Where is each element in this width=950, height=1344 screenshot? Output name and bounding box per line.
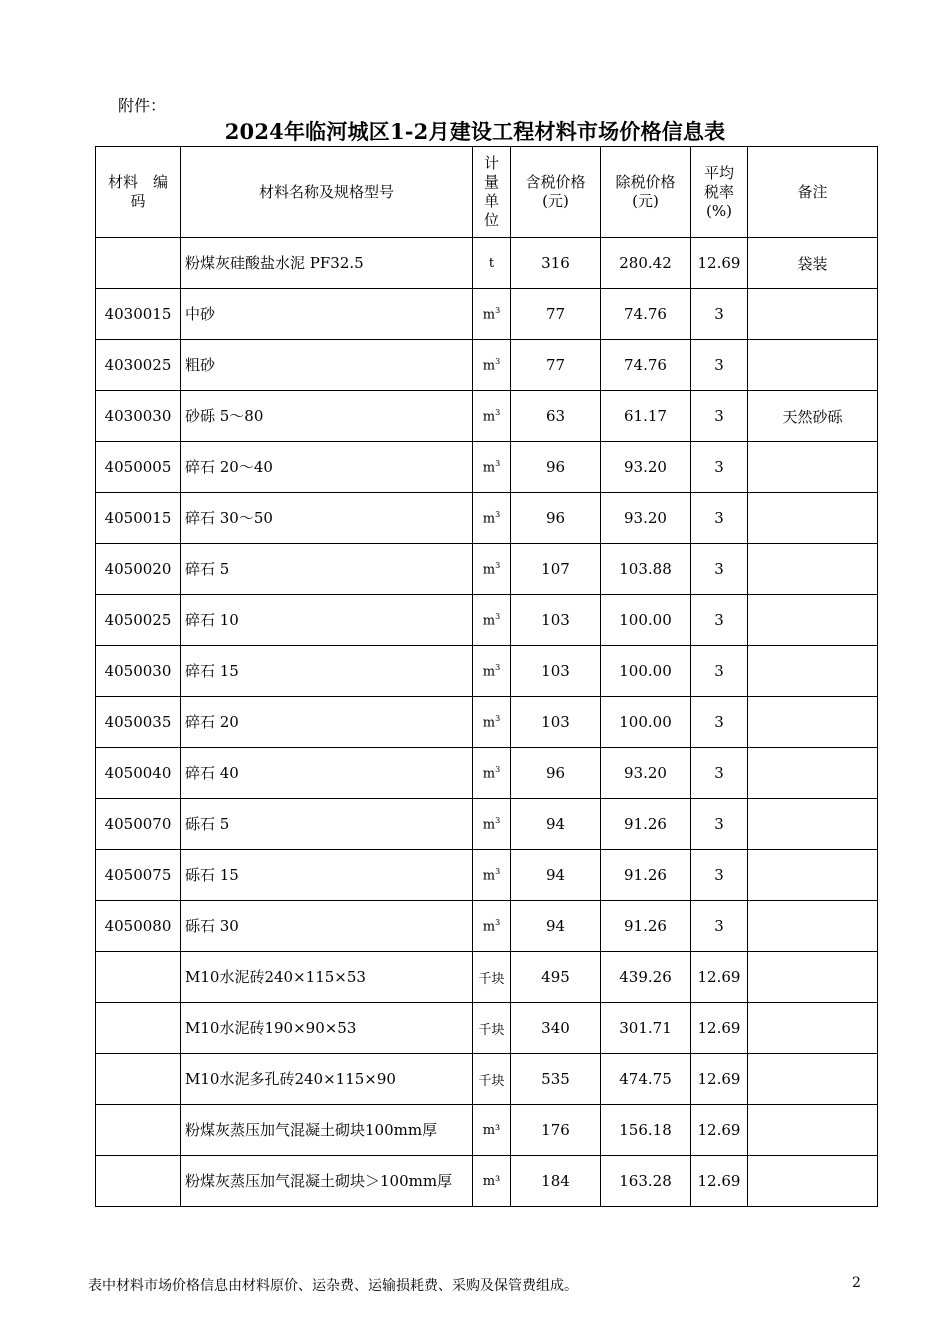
cell-name: 粗砂: [181, 340, 473, 391]
cell-unit: [473, 1054, 511, 1105]
cell-rate: 12.69: [691, 952, 748, 1003]
table-row: [96, 901, 878, 952]
cell-name: 砂砾 5～80: [181, 391, 473, 442]
cell-code: [96, 952, 181, 1003]
unit-text: 千块: [478, 971, 505, 987]
cell-remark: [748, 1156, 878, 1207]
cell-remark: [748, 799, 878, 850]
cell-unit: [473, 697, 511, 748]
cell-unit: [473, 1003, 511, 1054]
cell-price-notax: 156.18: [601, 1105, 691, 1156]
table-row: [96, 442, 878, 493]
cell-remark: [748, 442, 878, 493]
cell-price-notax: 93.20: [601, 442, 691, 493]
cell-price-notax: 100.00: [601, 697, 691, 748]
cell-name: M10水泥砖240×115×53: [181, 952, 473, 1003]
cell-unit: [473, 646, 511, 697]
table-row: [96, 340, 878, 391]
cell-rate: 3: [691, 646, 748, 697]
cell-code: 4050020: [96, 544, 181, 595]
cell-price-tax: 103: [511, 595, 601, 646]
cell-remark: 天然砂砾: [748, 391, 878, 442]
header-price-notax: 除税价格(元): [601, 147, 691, 238]
cell-code: 4050015: [96, 493, 181, 544]
cell-price-notax: 61.17: [601, 391, 691, 442]
unit-text: 千块: [478, 1073, 505, 1089]
cell-unit: [473, 493, 511, 544]
unit-text: t: [488, 255, 495, 271]
unit-text: m: [482, 562, 496, 578]
cell-price-tax: 535: [511, 1054, 601, 1105]
cell-name: M10水泥砖190×90×53: [181, 1003, 473, 1054]
header-code: 材料 编码: [96, 147, 181, 238]
cell-code: [96, 1105, 181, 1156]
cell-name: 砾石 5: [181, 799, 473, 850]
cell-code: [96, 238, 181, 289]
cell-price-tax: 96: [511, 442, 601, 493]
cell-rate: 12.69: [691, 1003, 748, 1054]
cell-remark: [748, 646, 878, 697]
cell-unit: [473, 748, 511, 799]
unit-text: m: [482, 358, 496, 374]
cell-price-tax: 96: [511, 493, 601, 544]
table-row: [96, 1054, 878, 1105]
table-row: [96, 1003, 878, 1054]
unit-text: m: [482, 460, 496, 476]
cell-code: 4050030: [96, 646, 181, 697]
cell-unit: [473, 1105, 511, 1156]
cell-unit: [473, 799, 511, 850]
cell-rate: 3: [691, 850, 748, 901]
table-row: [96, 1105, 878, 1156]
cell-price-tax: 107: [511, 544, 601, 595]
cell-name: 砾石 15: [181, 850, 473, 901]
cell-name: 碎石 20: [181, 697, 473, 748]
cell-unit: [473, 952, 511, 1003]
cell-rate: 3: [691, 544, 748, 595]
cell-remark: [748, 1003, 878, 1054]
cell-unit: [473, 901, 511, 952]
cell-unit: [473, 544, 511, 595]
unit-exponent: 3: [495, 458, 501, 468]
cell-price-notax: 93.20: [601, 493, 691, 544]
cell-price-notax: 74.76: [601, 340, 691, 391]
cell-price-notax: 91.26: [601, 799, 691, 850]
cell-rate: 3: [691, 340, 748, 391]
cell-code: [96, 1054, 181, 1105]
cell-code: 4050075: [96, 850, 181, 901]
unit-text: m: [482, 613, 496, 629]
unit-text: m: [482, 409, 496, 425]
cell-unit: [473, 391, 511, 442]
cell-remark: [748, 289, 878, 340]
unit-text: m: [482, 664, 496, 680]
header-unit: 计量单位: [473, 147, 511, 238]
cell-remark: 袋装: [748, 238, 878, 289]
cell-remark: [748, 850, 878, 901]
cell-code: [96, 1003, 181, 1054]
cell-price-tax: 103: [511, 646, 601, 697]
unit-exponent: 3: [495, 815, 501, 825]
unit-text: m: [482, 817, 496, 833]
cell-remark: [748, 1054, 878, 1105]
cell-price-tax: 94: [511, 850, 601, 901]
cell-remark: [748, 952, 878, 1003]
table-row: [96, 595, 878, 646]
table-row: [96, 799, 878, 850]
unit-text: 千块: [478, 1022, 505, 1038]
table-row: [96, 748, 878, 799]
cell-code: 4030030: [96, 391, 181, 442]
page-number: 2: [852, 1275, 861, 1291]
cell-price-notax: 103.88: [601, 544, 691, 595]
header-remark: 备注: [748, 147, 878, 238]
header-rate: 平均税率(%): [691, 147, 748, 238]
cell-price-tax: 184: [511, 1156, 601, 1207]
cell-price-tax: 316: [511, 238, 601, 289]
cell-price-tax: 495: [511, 952, 601, 1003]
cell-price-notax: 301.71: [601, 1003, 691, 1054]
price-table: [95, 146, 878, 1207]
cell-code: 4030025: [96, 340, 181, 391]
footer-note: 表中材料市场价格信息由材料原价、运杂费、运输损耗费、采购及保管费组成。: [88, 1278, 578, 1294]
unit-exponent: 3: [495, 356, 501, 366]
unit-text: m: [482, 307, 496, 323]
cell-price-tax: 63: [511, 391, 601, 442]
table-row: [96, 238, 878, 289]
cell-remark: [748, 748, 878, 799]
cell-code: 4050005: [96, 442, 181, 493]
cell-price-notax: 100.00: [601, 646, 691, 697]
cell-price-tax: 340: [511, 1003, 601, 1054]
unit-text: m³: [482, 1122, 501, 1138]
table-row: [96, 646, 878, 697]
cell-remark: [748, 1105, 878, 1156]
unit-text: m: [482, 766, 496, 782]
unit-text: m: [482, 868, 496, 884]
unit-exponent: 3: [495, 509, 501, 519]
table-header-row: [96, 147, 878, 238]
cell-remark: [748, 697, 878, 748]
cell-rate: 3: [691, 391, 748, 442]
unit-exponent: 3: [495, 764, 501, 774]
cell-rate: 3: [691, 901, 748, 952]
unit-exponent: 3: [495, 917, 501, 927]
cell-rate: 12.69: [691, 1105, 748, 1156]
cell-price-notax: 163.28: [601, 1156, 691, 1207]
cell-price-notax: 439.26: [601, 952, 691, 1003]
header-name: 材料名称及规格型号: [181, 147, 473, 238]
cell-price-notax: 280.42: [601, 238, 691, 289]
cell-remark: [748, 340, 878, 391]
table-row: [96, 952, 878, 1003]
cell-rate: 3: [691, 493, 748, 544]
cell-unit: [473, 595, 511, 646]
cell-code: 4050040: [96, 748, 181, 799]
cell-price-tax: 176: [511, 1105, 601, 1156]
cell-name: 碎石 10: [181, 595, 473, 646]
cell-price-tax: 96: [511, 748, 601, 799]
cell-rate: 12.69: [691, 1156, 748, 1207]
unit-exponent: 3: [495, 611, 501, 621]
cell-rate: 12.69: [691, 238, 748, 289]
unit-text: m: [482, 715, 496, 731]
cell-rate: 3: [691, 442, 748, 493]
header-price-tax: 含税价格(元): [511, 147, 601, 238]
cell-unit: [473, 850, 511, 901]
table-row: [96, 544, 878, 595]
table-row: [96, 289, 878, 340]
cell-price-notax: 93.20: [601, 748, 691, 799]
cell-price-notax: 91.26: [601, 850, 691, 901]
cell-unit: [473, 238, 511, 289]
table-body: [96, 238, 878, 1207]
cell-code: 4050070: [96, 799, 181, 850]
cell-name: 碎石 5: [181, 544, 473, 595]
cell-price-tax: 94: [511, 901, 601, 952]
cell-price-notax: 91.26: [601, 901, 691, 952]
cell-unit: [473, 340, 511, 391]
cell-name: 碎石 30～50: [181, 493, 473, 544]
table-row: [96, 697, 878, 748]
cell-rate: 3: [691, 595, 748, 646]
cell-unit: [473, 442, 511, 493]
cell-remark: [748, 901, 878, 952]
cell-unit: [473, 1156, 511, 1207]
cell-price-notax: 474.75: [601, 1054, 691, 1105]
cell-code: 4050025: [96, 595, 181, 646]
unit-exponent: 3: [495, 713, 501, 723]
cell-price-tax: 77: [511, 289, 601, 340]
cell-price-notax: 100.00: [601, 595, 691, 646]
cell-remark: [748, 595, 878, 646]
cell-rate: 3: [691, 748, 748, 799]
cell-price-tax: 77: [511, 340, 601, 391]
cell-price-tax: 94: [511, 799, 601, 850]
cell-remark: [748, 493, 878, 544]
cell-name: 粉煤灰蒸压加气混凝土砌块100mm厚: [181, 1105, 473, 1156]
unit-exponent: 3: [495, 560, 501, 570]
cell-name: 砾石 30: [181, 901, 473, 952]
cell-remark: [748, 544, 878, 595]
cell-name: 中砂: [181, 289, 473, 340]
cell-name: 碎石 15: [181, 646, 473, 697]
table-row: [96, 493, 878, 544]
cell-price-tax: 103: [511, 697, 601, 748]
table-row: [96, 391, 878, 442]
unit-text: m: [482, 511, 496, 527]
cell-unit: [473, 289, 511, 340]
unit-exponent: 3: [495, 662, 501, 672]
cell-code: 4050080: [96, 901, 181, 952]
cell-name: 粉煤灰蒸压加气混凝土砌块＞100mm厚: [181, 1156, 473, 1207]
unit-text: m³: [482, 1173, 501, 1189]
cell-price-notax: 74.76: [601, 289, 691, 340]
table-row: [96, 850, 878, 901]
cell-code: [96, 1156, 181, 1207]
cell-rate: 12.69: [691, 1054, 748, 1105]
cell-name: 碎石 40: [181, 748, 473, 799]
page-title: 2024年临河城区1-2月建设工程材料市场价格信息表: [224, 119, 726, 144]
unit-exponent: 3: [495, 866, 501, 876]
cell-name: 粉煤灰硅酸盐水泥 PF32.5: [181, 238, 473, 289]
cell-name: 碎石 20～40: [181, 442, 473, 493]
unit-text: m: [482, 919, 496, 935]
cell-code: 4050035: [96, 697, 181, 748]
cell-rate: 3: [691, 289, 748, 340]
unit-exponent: 3: [495, 407, 501, 417]
cell-name: M10水泥多孔砖240×115×90: [181, 1054, 473, 1105]
cell-rate: 3: [691, 799, 748, 850]
cell-code: 4030015: [96, 289, 181, 340]
unit-exponent: 3: [495, 305, 501, 315]
table-row: [96, 1156, 878, 1207]
cell-rate: 3: [691, 697, 748, 748]
attachment-label: 附件：: [118, 96, 167, 115]
